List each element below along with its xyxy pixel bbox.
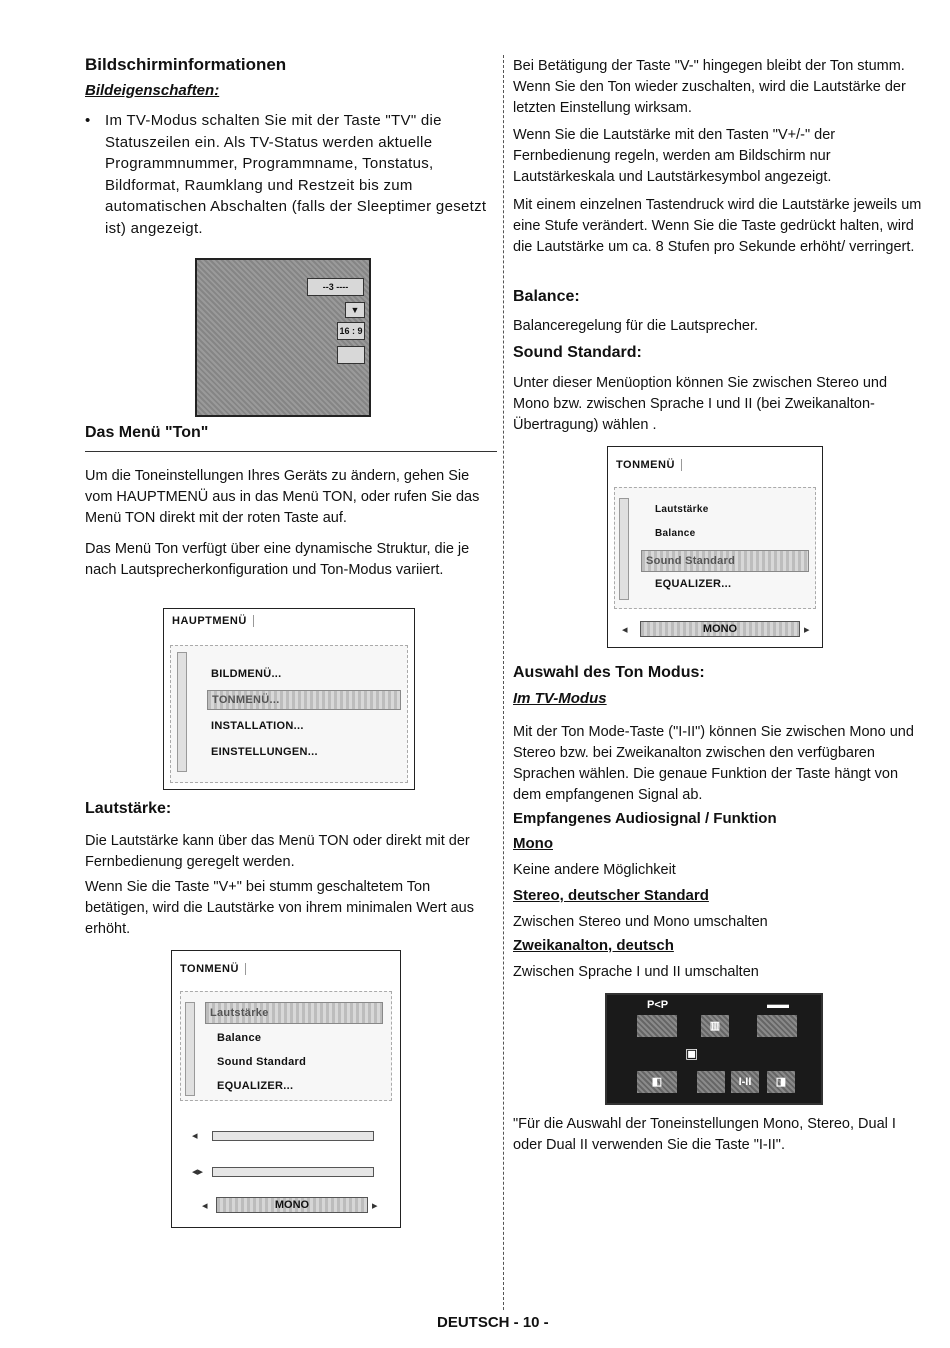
tonmenu-item-balance[interactable]: Balance — [217, 1032, 262, 1044]
osd-format: 16 : 9 — [337, 322, 365, 340]
label-mono: Mono — [513, 835, 553, 852]
menu-item-tonmenu[interactable]: TONMENÜ... — [207, 690, 401, 710]
volume-icon: ◂ — [192, 1130, 198, 1142]
paragraph-final: "Für die Auswahl der Toneinstellungen Mono, Stereo, Dual I oder Dual II verwenden Sie die Taste "I-II". — [513, 1116, 896, 1153]
paragraph-balance: Balanceregelung für die Lautsprecher. — [513, 318, 759, 334]
subheading-bildeigenschaften: Bildeigenschaften: — [85, 82, 220, 99]
right-arrow-icon-2[interactable]: ▸ — [804, 624, 810, 636]
heading-balance: Balance: — [513, 288, 580, 305]
tonmenu2-item-equalizer[interactable]: EQUALIZER... — [655, 578, 732, 590]
paragraph-zweikanalton: Zwischen Sprache I und II umschalten — [513, 964, 759, 980]
hauptmenu-screenshot — [163, 608, 415, 790]
tonmenu2-item-sound-standard[interactable]: Sound Standard — [641, 550, 809, 572]
balance-icon: ◂▸ — [192, 1166, 204, 1178]
remote-button-4[interactable]: ◧ — [637, 1071, 677, 1093]
label-zweikanalton: Zweikanalton, deutsch — [513, 937, 674, 954]
paragraph-ton-1: Um die Toneinstellungen Ihres Geräts zu ändern, gehen Sie vom HAUPTMENÜ aus in das Menü TON, oder rufen Sie das Menü TON direkt mit der roten Taste auf. — [85, 468, 480, 526]
sound-mode-selector-1[interactable]: MONO — [216, 1197, 368, 1213]
paragraph-v-minus: Bei Betätigung der Taste "V-" hingegen bleibt der Ton stumm. Wenn Sie den Ton wieder zuschalten, wird die Lautstärke der letzten Einstellung wirksam. — [513, 58, 906, 116]
left-arrow-icon[interactable]: ◂ — [202, 1200, 208, 1212]
sound-mode-selector-2[interactable]: MONO — [640, 621, 800, 637]
osd-sound-icon: ▼ — [345, 302, 365, 318]
paragraph-stereo: Zwischen Stereo und Mono umschalten — [513, 914, 768, 930]
tonmenu-item-sound-standard[interactable]: Sound Standard — [217, 1056, 307, 1068]
left-arrow-icon-2[interactable]: ◂ — [622, 624, 628, 636]
label-stereo: Stereo, deutscher Standard — [513, 887, 709, 904]
remote-button-2[interactable]: ▥ — [701, 1015, 729, 1037]
tonmenu-item-equalizer[interactable]: EQUALIZER... — [217, 1080, 294, 1092]
volume-slider[interactable] — [212, 1131, 374, 1141]
paragraph-steps: Mit einem einzelnen Tastendruck wird die Lautstärke jeweils um eine Stufe verändert. Wenn Sie die Taste gedrückt halten, wird die Lautstärke um ca. 8 Stufen pro Sekunde erhöht/ verringert. — [513, 197, 922, 255]
osd-program-number: --3 ---- — [307, 278, 364, 296]
tonmenu2-item-lautstaerke[interactable]: Lautstärke — [655, 504, 709, 515]
menu-item-einstellungen[interactable]: EINSTELLUNGEN... — [211, 746, 318, 758]
tonmenu-screenshot-2 — [607, 446, 823, 648]
tonmenu-item-lautstaerke[interactable]: Lautstärke — [205, 1002, 383, 1024]
tonmenu-panel-1 — [180, 991, 392, 1101]
osd-timer — [337, 346, 365, 364]
remote-button-5[interactable] — [697, 1071, 725, 1093]
remote-button-1[interactable] — [637, 1015, 677, 1037]
subheading-tv-modus: Im TV-Modus — [513, 690, 607, 707]
hauptmenu-panel — [170, 645, 408, 783]
remote-center-icon: ▣ — [685, 1045, 699, 1061]
heading-empfangenes-audiosignal: Empfangenes Audiosignal / Funktion — [513, 810, 777, 827]
page-footer: DEUTSCH - 10 - — [437, 1314, 549, 1331]
tonmenu2-item-balance[interactable]: Balance — [655, 528, 696, 539]
paragraph-laut-2: Wenn Sie die Taste "V+" bei stumm geschaltetem Ton betätigen, wird die Lautstärke von ihrem minimalen Wert aus erhöht. — [85, 879, 475, 937]
paragraph-mono: Keine andere Möglichkeit — [513, 862, 676, 878]
menu-item-installation[interactable]: INSTALLATION... — [211, 720, 304, 732]
tonmenu-scrollbar-1[interactable] — [185, 1002, 195, 1096]
balance-slider[interactable] — [212, 1167, 374, 1177]
heading-auswahl: Auswahl des Ton Modus: — [513, 664, 705, 681]
paragraph-auswahl: Mit der Ton Mode-Taste ("I-II") können Sie zwischen Mono und Stereo bzw. bei Zweikanalton zwischen den verfügbaren Sprachen wählen. Die genaue Funktion der Taste hängt von dem empfangenen Signal ab. — [513, 724, 914, 803]
tonmenu-title-2: TONMENÜ — [616, 459, 682, 471]
remote-button-3[interactable] — [757, 1015, 797, 1037]
tonmenu-panel-2 — [614, 487, 816, 609]
paragraph-ton-2: Das Menü Ton verfügt über eine dynamische Struktur, die je nach Lautsprecherkonfiguration und Ton-Modus variiert. — [85, 541, 470, 578]
paragraph-laut-1: Die Lautstärke kann über das Menü TON oder direkt mit der Fernbedienung geregelt werden. — [85, 833, 470, 870]
tonmenu-title-1: TONMENÜ — [180, 963, 246, 975]
remote-control-screenshot — [605, 993, 823, 1105]
right-arrow-icon[interactable]: ▸ — [372, 1200, 378, 1212]
tv-status-screenshot — [195, 258, 371, 417]
remote-button-mute[interactable]: ◨ — [767, 1071, 795, 1093]
heading-bildschirminformationen: Bildschirminformationen — [85, 55, 287, 74]
heading-sound-standard: Sound Standard: — [513, 344, 642, 361]
tonmenu-scrollbar-2[interactable] — [619, 498, 629, 600]
bullet-text: Im TV-Modus schalten Sie mit der Taste "TV" die Statuszeilen ein. Als TV-Status werden aktuelle Programmnummer, Programmname, Tonstatus, Bildformat, Raumklang und Restzeit bis zum automatischen Abschalten (falls der Sleeptimer gesetzt ist) angezeigt. — [105, 112, 487, 237]
remote-dash-label: ▬▬ — [767, 999, 789, 1011]
menu-item-bildmenu[interactable]: BILDMENÜ... — [211, 668, 282, 680]
heading-rule — [85, 451, 497, 452]
remote-button-i-ii[interactable]: I-II — [731, 1071, 759, 1093]
tonmenu-screenshot-1 — [171, 950, 401, 1228]
hauptmenu-scrollbar[interactable] — [177, 652, 187, 772]
heading-menu-ton: Das Menü "Ton" — [85, 424, 209, 441]
remote-pip-label: P<P — [647, 999, 669, 1011]
hauptmenu-title: HAUPTMENÜ — [172, 615, 254, 627]
heading-lautstaerke: Lautstärke: — [85, 800, 172, 817]
paragraph-sound-standard: Unter dieser Menüoption können Sie zwischen Stereo und Mono bzw. zwischen Sprache I und II (bei Zweikanalton-Übertragung) wählen . — [513, 375, 888, 433]
bullet-dot: • — [85, 112, 91, 129]
paragraph-v-plus-minus: Wenn Sie die Lautstärke mit den Tasten "V+/-" der Fernbedienung regeln, werden am Bildschirm nur Lautstärkeskala und Lautstärkesymbol angezeigt. — [513, 127, 836, 185]
column-divider — [503, 55, 504, 1310]
